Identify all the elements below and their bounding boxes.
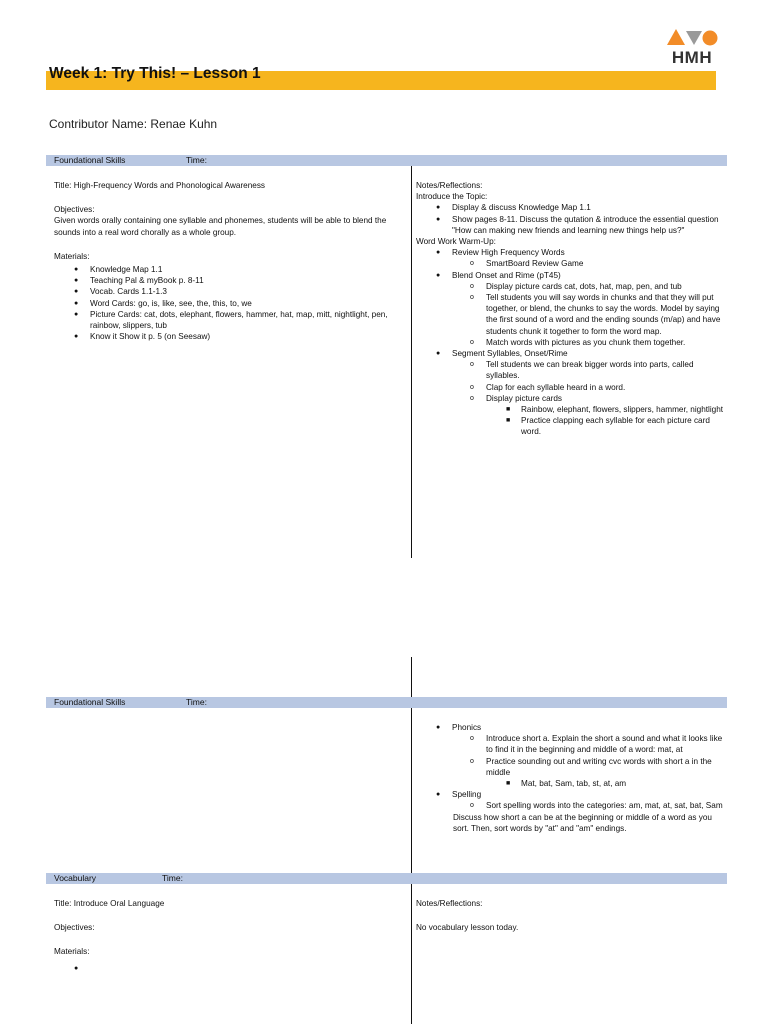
section-name: Foundational Skills: [54, 155, 126, 165]
list-item: o Display picture cards: [470, 393, 562, 403]
section-time: Time:: [186, 697, 207, 707]
section-bar-foundational-1: [46, 155, 727, 166]
column-divider: [411, 884, 412, 1024]
list-item: ● Word Cards: go, is, like, see, the, this, to, we: [74, 298, 252, 308]
lesson-title-band: [46, 65, 716, 90]
list-item: ● Knowledge Map 1.1: [74, 265, 163, 275]
materials-list: [54, 264, 406, 342]
contributor-name: Contributor Name: Renae Kuhn: [49, 117, 218, 131]
vocab-notes-text: No vocabulary lesson today.: [416, 923, 519, 933]
list-item: ● Display & discuss Knowledge Map 1.1: [436, 203, 591, 213]
list-item: o SmartBoard Review Game: [470, 259, 584, 269]
materials-list: [54, 963, 406, 974]
objectives-text: Given words orally containing one syllable and phonemes, students will be able to blend the sounds into a real word chorally as a whole group.: [54, 216, 387, 237]
phonics-list: [416, 722, 726, 812]
list-item: ● Teaching Pal & myBook p. 8-11: [74, 276, 204, 286]
intro-list: [416, 202, 726, 236]
list-item: ■ Mat, bat, Sam, tab, st, at, am: [506, 779, 627, 789]
list-item: ●: [74, 964, 79, 972]
section-time: Time:: [162, 873, 183, 883]
list-item: ● Blend Onset and Rime (pT45): [436, 270, 561, 280]
logo-shapes-icon: [664, 26, 720, 46]
intro-label: Introduce the Topic:: [416, 192, 488, 202]
list-item: o Tell students you will say words in chunks and that they will put together, or blend, the chunks to say the words. Model by saying the first sound of a word and the ending sounds (m/ap) and have students chunk it together to form the word map.: [470, 293, 721, 336]
list-item: o Match words with pictures as you chunk them together.: [470, 337, 686, 347]
vocab-title-line: Title: Introduce Oral Language: [54, 899, 165, 908]
section-name: Vocabulary: [54, 873, 97, 883]
list-item: ■ Practice clapping each syllable for each picture card word.: [506, 416, 710, 437]
list-item: ● Picture Cards: cat, dots, elephant, flowers, hammer, hat, map, mitt, nightlight, pen, rainbow, slippers, tub: [74, 309, 388, 331]
list-item: ■ Rainbow, elephant, flowers, slippers, hammer, nightlight: [506, 405, 724, 415]
warmup-list: [416, 247, 726, 437]
lesson-title: Week 1: Try This! – Lesson 1: [49, 65, 261, 82]
materials-label: Materials:: [54, 947, 90, 957]
notes-label: Notes/Reflections:: [416, 181, 483, 190]
column-divider: [411, 166, 412, 558]
list-item: o Tell students we can break bigger words into parts, called syllables.: [470, 360, 694, 381]
section2-right-column: [416, 722, 726, 834]
section-bar-vocabulary: [46, 873, 727, 884]
list-item: ● Phonics: [436, 723, 482, 732]
section3-left-column: [54, 898, 406, 974]
logo-text: HMH: [671, 48, 713, 67]
list-item: o Practice sounding out and writing cvc words with short a in the middle: [470, 756, 712, 777]
objectives-label: Objectives:: [54, 205, 95, 215]
list-item: o Display picture cards cat, dots, hat, map, pen, and tub: [470, 281, 682, 291]
list-item: ● Segment Syllables, Onset/Rime: [436, 349, 568, 359]
section-time: Time:: [186, 155, 207, 165]
list-item: ● Review High Frequency Words: [436, 248, 565, 258]
list-item: ● Spelling: [436, 790, 482, 800]
section-bar-foundational-2: [46, 697, 727, 708]
column-divider: [411, 708, 412, 873]
list-item: ● Vocab. Cards 1.1-1.3: [74, 287, 167, 297]
section3-right-column: [416, 898, 726, 933]
section1-right-column: [416, 180, 726, 438]
list-item: ● Know it Show it p. 5 (on Seesaw): [74, 332, 211, 342]
discuss-text: Discuss how short a can be at the beginning or middle of a word as you sort. Then, sort words by "at" and "am" endings.: [453, 812, 712, 833]
section-name: Foundational Skills: [54, 697, 126, 707]
objectives-label: Objectives:: [54, 923, 95, 933]
list-item: o Introduce short a. Explain the short a sound and what it looks like to find it in the beginning and middle of a word: mat, at: [470, 734, 723, 755]
column-divider: [411, 657, 412, 697]
lesson-title-line: Title: High-Frequency Words and Phonological Awareness: [54, 181, 266, 190]
section1-left-column: [54, 180, 406, 342]
list-item: ● Show pages 8-11. Discuss the qutation & introduce the essential question "How can making new friends and learning new things help us?": [436, 214, 719, 235]
list-item: o Sort spelling words into the categories: am, mat, at, sat, bat, Sam: [470, 801, 723, 811]
hmh-logo: [664, 26, 720, 68]
list-item: o Clap for each syllable heard in a word.: [470, 382, 626, 392]
warmup-label: Word Work Warm-Up:: [416, 237, 496, 247]
materials-label: Materials:: [54, 251, 90, 261]
notes-label: Notes/Reflections:: [416, 899, 483, 908]
